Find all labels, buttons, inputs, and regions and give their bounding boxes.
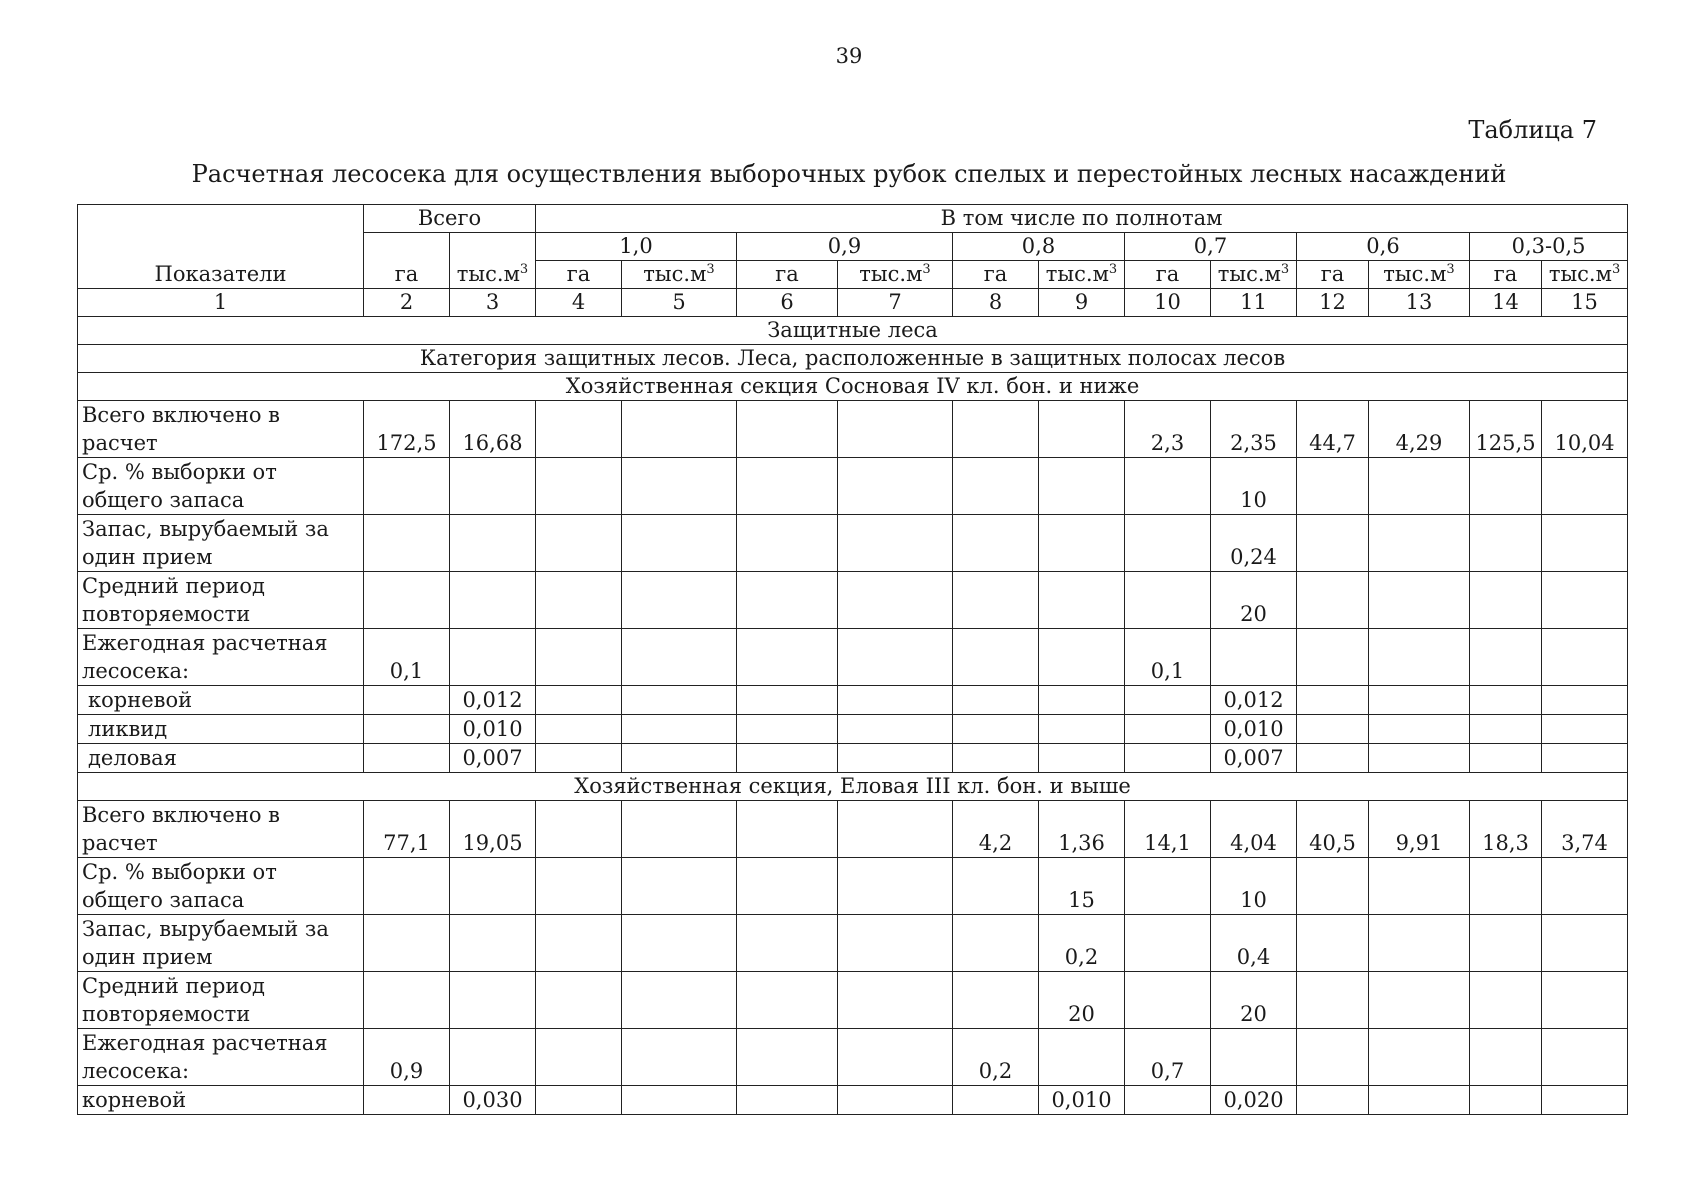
table-cell: 20 [1211, 972, 1297, 1029]
table-cell: 0,4 [1211, 915, 1297, 972]
table-cell [536, 401, 622, 458]
table-cell: 3,74 [1542, 801, 1628, 858]
table-cell [1125, 915, 1211, 972]
table-cell [737, 858, 838, 915]
table-cell [737, 744, 838, 773]
table-cell [1470, 458, 1542, 515]
table-cell [622, 1086, 737, 1115]
table-cell [364, 1086, 450, 1115]
table-cell [450, 572, 536, 629]
table-cell [1542, 715, 1628, 744]
table-cell [1039, 686, 1125, 715]
table-cell [364, 515, 450, 572]
table-cell: 10 [1211, 858, 1297, 915]
table-cell [364, 686, 450, 715]
table-cell [838, 458, 953, 515]
header-density-4: 0,7 [1125, 233, 1297, 261]
table-cell [1369, 629, 1470, 686]
table-cell [1297, 744, 1369, 773]
section-row [78, 773, 1628, 801]
table-cell [1369, 686, 1470, 715]
header-unit-vol: $тыс.м^3$ [838, 261, 953, 289]
row-label: Ежегодная расчетная лесосека: [78, 629, 364, 686]
table-cell [1297, 629, 1369, 686]
table-cell [1470, 744, 1542, 773]
table-cell [838, 1029, 953, 1086]
column-number: 1 [78, 289, 364, 317]
table-number: Таблица 7 [1468, 116, 1597, 144]
table-row [78, 458, 1628, 515]
table-cell: 1,36 [1039, 801, 1125, 858]
table-cell: 0,010 [1039, 1086, 1125, 1115]
table-cell [953, 686, 1039, 715]
column-number: 5 [622, 289, 737, 317]
header-density-5: 0,6 [1297, 233, 1470, 261]
table-cell [737, 1086, 838, 1115]
table-cell [364, 972, 450, 1029]
table-cell [838, 572, 953, 629]
table-cell [1039, 744, 1125, 773]
table-cell [1297, 515, 1369, 572]
table-cell [953, 1086, 1039, 1115]
table-cell: 0,012 [1211, 686, 1297, 715]
table-cell: 0,7 [1125, 1029, 1211, 1086]
header-unit-vol: $тыс.м^3$ [1542, 261, 1628, 289]
table-cell [1297, 458, 1369, 515]
table-cell [1125, 515, 1211, 572]
section-row [78, 345, 1628, 373]
page-number: 39 [835, 44, 863, 68]
table-cell [364, 744, 450, 773]
table-cell [737, 401, 838, 458]
table-cell [450, 458, 536, 515]
column-number: 2 [364, 289, 450, 317]
table-cell [1125, 572, 1211, 629]
table-cell [1369, 744, 1470, 773]
table-cell [838, 715, 953, 744]
table-cell [364, 572, 450, 629]
table-cell [1542, 686, 1628, 715]
table-cell [1297, 858, 1369, 915]
table-cell [1369, 572, 1470, 629]
table-cell [536, 715, 622, 744]
table-cell [450, 972, 536, 1029]
table-cell: 2,35 [1211, 401, 1297, 458]
row-label: Средний период повторяемости [78, 572, 364, 629]
table-cell [953, 744, 1039, 773]
table-cell [622, 629, 737, 686]
table-cell [838, 515, 953, 572]
table-cell [622, 686, 737, 715]
table-cell: 2,3 [1125, 401, 1211, 458]
column-number: 4 [536, 289, 622, 317]
table-cell [1542, 572, 1628, 629]
table-cell [838, 972, 953, 1029]
table-cell [1470, 686, 1542, 715]
row-label: Ср. % выборки от общего запаса [78, 858, 364, 915]
table-cell: 77,1 [364, 801, 450, 858]
row-label: Запас, вырубаемый за один прием [78, 515, 364, 572]
table-row [78, 686, 1628, 715]
table-cell [622, 744, 737, 773]
column-number: 14 [1470, 289, 1542, 317]
table-cell [1542, 515, 1628, 572]
table-cell [450, 629, 536, 686]
table-cell [1125, 972, 1211, 1029]
table-cell [450, 515, 536, 572]
table-cell [1369, 1086, 1470, 1115]
table-cell [953, 629, 1039, 686]
table-cell: 40,5 [1297, 801, 1369, 858]
table-cell [1297, 1086, 1369, 1115]
table-cell: 0,24 [1211, 515, 1297, 572]
header-density-1: 1,0 [536, 233, 737, 261]
header-unit-ha: га [1470, 261, 1542, 289]
table-cell [536, 915, 622, 972]
table-cell [737, 715, 838, 744]
table-row [78, 515, 1628, 572]
column-number: 10 [1125, 289, 1211, 317]
table-cell [1039, 1029, 1125, 1086]
row-label: ликвид [78, 715, 364, 744]
table-cell: 4,29 [1369, 401, 1470, 458]
table-row [78, 744, 1628, 773]
header-unit-ha: га [1125, 261, 1211, 289]
section-row [78, 373, 1628, 401]
table-cell [1211, 1029, 1297, 1086]
table-cell [838, 744, 953, 773]
table-cell [536, 515, 622, 572]
row-label: Средний период повторяемости [78, 972, 364, 1029]
table-cell [622, 915, 737, 972]
forest-type-heading: Защитные леса [78, 317, 1628, 345]
table-cell [1470, 858, 1542, 915]
table-cell [953, 515, 1039, 572]
table-cell: 0,030 [450, 1086, 536, 1115]
header-density-3: 0,8 [953, 233, 1125, 261]
table-cell: 16,68 [450, 401, 536, 458]
table-cell [536, 458, 622, 515]
table-cell [1470, 1086, 1542, 1115]
table-cell [1470, 1029, 1542, 1086]
table-cell [1369, 515, 1470, 572]
table-cell [450, 915, 536, 972]
table-cell: 0,007 [450, 744, 536, 773]
table-cell [536, 801, 622, 858]
table-cell [1297, 572, 1369, 629]
table-cell [1039, 629, 1125, 686]
column-number: 6 [737, 289, 838, 317]
column-number: 12 [1297, 289, 1369, 317]
header-indicators: Показатели [78, 205, 364, 289]
table-cell [536, 1086, 622, 1115]
table-cell [1542, 1086, 1628, 1115]
table-row [78, 915, 1628, 972]
table-cell: 44,7 [1297, 401, 1369, 458]
header-total: Всего [364, 205, 536, 233]
table-cell [838, 858, 953, 915]
table-cell: 0,007 [1211, 744, 1297, 773]
allowable-cut-table [77, 204, 1628, 1115]
table-cell [1542, 629, 1628, 686]
table-cell: 125,5 [1470, 401, 1542, 458]
table-cell [1542, 458, 1628, 515]
table-cell [838, 686, 953, 715]
header-total-ha: га [364, 233, 450, 289]
table-cell: 20 [1211, 572, 1297, 629]
column-number: 3 [450, 289, 536, 317]
table-cell: 0,9 [364, 1029, 450, 1086]
column-number: 9 [1039, 289, 1125, 317]
table-cell [953, 972, 1039, 1029]
table-cell [953, 715, 1039, 744]
column-number: 11 [1211, 289, 1297, 317]
table-cell [1125, 686, 1211, 715]
table-cell: 19,05 [450, 801, 536, 858]
header-density-2: 0,9 [737, 233, 953, 261]
table-cell: 0,012 [450, 686, 536, 715]
table-cell [536, 1029, 622, 1086]
table-cell: 0,010 [450, 715, 536, 744]
table-cell: 172,5 [364, 401, 450, 458]
table-cell [622, 801, 737, 858]
table-cell [1125, 1086, 1211, 1115]
table-cell [953, 858, 1039, 915]
table-cell [622, 401, 737, 458]
table-cell [622, 858, 737, 915]
table-title: Расчетная лесосека для осуществления выборочных рубок спелых и перестойных лесных насаждений [191, 160, 1507, 188]
row-label: Всего включено в расчет [78, 401, 364, 458]
table-cell [622, 572, 737, 629]
table-cell [1039, 458, 1125, 515]
table-cell [1039, 515, 1125, 572]
table-row [78, 572, 1628, 629]
column-number: 15 [1542, 289, 1628, 317]
header-unit-vol: $тыс.м^3$ [1211, 261, 1297, 289]
table-cell [536, 629, 622, 686]
table-row [78, 972, 1628, 1029]
table-cell [1369, 972, 1470, 1029]
table-cell [1542, 858, 1628, 915]
table-cell [536, 858, 622, 915]
table-cell: 4,2 [953, 801, 1039, 858]
table-cell [1297, 972, 1369, 1029]
table-cell [737, 515, 838, 572]
table-cell [1297, 686, 1369, 715]
table-cell [1297, 1029, 1369, 1086]
table-cell [737, 629, 838, 686]
table-cell [622, 715, 737, 744]
table-cell [737, 915, 838, 972]
row-label: Ежегодная расчетная лесосека: [78, 1029, 364, 1086]
column-number: 13 [1369, 289, 1470, 317]
header-unit-ha: га [953, 261, 1039, 289]
table-cell [364, 458, 450, 515]
table-cell: 0,2 [953, 1029, 1039, 1086]
table-cell [737, 1029, 838, 1086]
section-row [78, 317, 1628, 345]
table-cell [1297, 915, 1369, 972]
header-unit-vol: $тыс.м^3$ [622, 261, 737, 289]
table-cell [838, 401, 953, 458]
column-number: 8 [953, 289, 1039, 317]
table-cell: 9,91 [1369, 801, 1470, 858]
section-heading-pine: Хозяйственная секция Сосновая IV кл. бон. и ниже [78, 373, 1628, 401]
table-cell [838, 1086, 953, 1115]
table-cell [737, 572, 838, 629]
table-cell [838, 629, 953, 686]
header-total-vol: $тыс.м^3$ [450, 233, 536, 289]
table-row [78, 715, 1628, 744]
table-row [78, 801, 1628, 858]
table-cell [1470, 515, 1542, 572]
table-cell: 0,020 [1211, 1086, 1297, 1115]
table-cell [622, 515, 737, 572]
table-cell [364, 915, 450, 972]
row-label: деловая [78, 744, 364, 773]
table-cell [953, 572, 1039, 629]
table-cell [1542, 744, 1628, 773]
table-cell: 4,04 [1211, 801, 1297, 858]
table-cell [1470, 715, 1542, 744]
table-row [78, 629, 1628, 686]
table-cell [1369, 715, 1470, 744]
table-cell: 10,04 [1542, 401, 1628, 458]
table-cell [1369, 858, 1470, 915]
table-cell [1125, 858, 1211, 915]
table-cell [953, 458, 1039, 515]
table-cell [1470, 915, 1542, 972]
table-cell [622, 1029, 737, 1086]
row-label: корневой [78, 1086, 364, 1115]
table-cell [1039, 715, 1125, 744]
header-unit-ha: га [737, 261, 838, 289]
table-cell: 10 [1211, 458, 1297, 515]
table-cell [1470, 629, 1542, 686]
table-cell: 0,2 [1039, 915, 1125, 972]
table-row [78, 1029, 1628, 1086]
table-cell [1125, 458, 1211, 515]
category-heading: Категория защитных лесов. Леса, расположенные в защитных полосах лесов [78, 345, 1628, 373]
table-cell [737, 458, 838, 515]
header-incl-density: В том числе по полнотам [536, 205, 1628, 233]
row-label: Всего включено в расчет [78, 801, 364, 858]
table-cell: 0,1 [364, 629, 450, 686]
table-cell [536, 686, 622, 715]
header-unit-ha: га [536, 261, 622, 289]
table-cell [450, 858, 536, 915]
table-cell [622, 972, 737, 1029]
table-cell [1125, 715, 1211, 744]
table-cell [450, 1029, 536, 1086]
table-cell [1369, 915, 1470, 972]
table-cell [364, 858, 450, 915]
row-label: Запас, вырубаемый за один прием [78, 915, 364, 972]
table-cell [953, 915, 1039, 972]
table-cell [1542, 972, 1628, 1029]
table-cell [953, 401, 1039, 458]
table-cell: 0,1 [1125, 629, 1211, 686]
table-cell [622, 458, 737, 515]
table-cell: 14,1 [1125, 801, 1211, 858]
row-label: Ср. % выборки от общего запаса [78, 458, 364, 515]
table-cell [536, 972, 622, 1029]
table-cell [536, 572, 622, 629]
table-cell [1369, 1029, 1470, 1086]
table-cell [737, 972, 838, 1029]
row-label: корневой [78, 686, 364, 715]
header-unit-ha: га [1297, 261, 1369, 289]
table-row [78, 858, 1628, 915]
column-number: 7 [838, 289, 953, 317]
table-cell [1039, 572, 1125, 629]
table-cell [1039, 401, 1125, 458]
table-cell [1297, 715, 1369, 744]
table-cell [1470, 972, 1542, 1029]
table-row [78, 401, 1628, 458]
table-cell [1470, 572, 1542, 629]
table-cell: 0,010 [1211, 715, 1297, 744]
header-row-1 [78, 205, 1628, 233]
table-cell [838, 801, 953, 858]
table-cell [1369, 458, 1470, 515]
table-cell [1542, 915, 1628, 972]
table-cell [737, 686, 838, 715]
table-cell [737, 801, 838, 858]
table-cell: 15 [1039, 858, 1125, 915]
table-cell [1542, 1029, 1628, 1086]
section-heading-spruce: Хозяйственная секция, Еловая III кл. бон. и выше [78, 773, 1628, 801]
table-cell [1211, 629, 1297, 686]
header-unit-vol: $тыс.м^3$ [1039, 261, 1125, 289]
column-numbers-row [78, 289, 1628, 317]
table-cell [536, 744, 622, 773]
table-cell [1125, 744, 1211, 773]
table-cell: 20 [1039, 972, 1125, 1029]
header-unit-vol: $тыс.м^3$ [1369, 261, 1470, 289]
table-cell [838, 915, 953, 972]
header-density-6: 0,3-0,5 [1470, 233, 1628, 261]
table-row [78, 1086, 1628, 1115]
table-cell [364, 715, 450, 744]
table-cell: 18,3 [1470, 801, 1542, 858]
